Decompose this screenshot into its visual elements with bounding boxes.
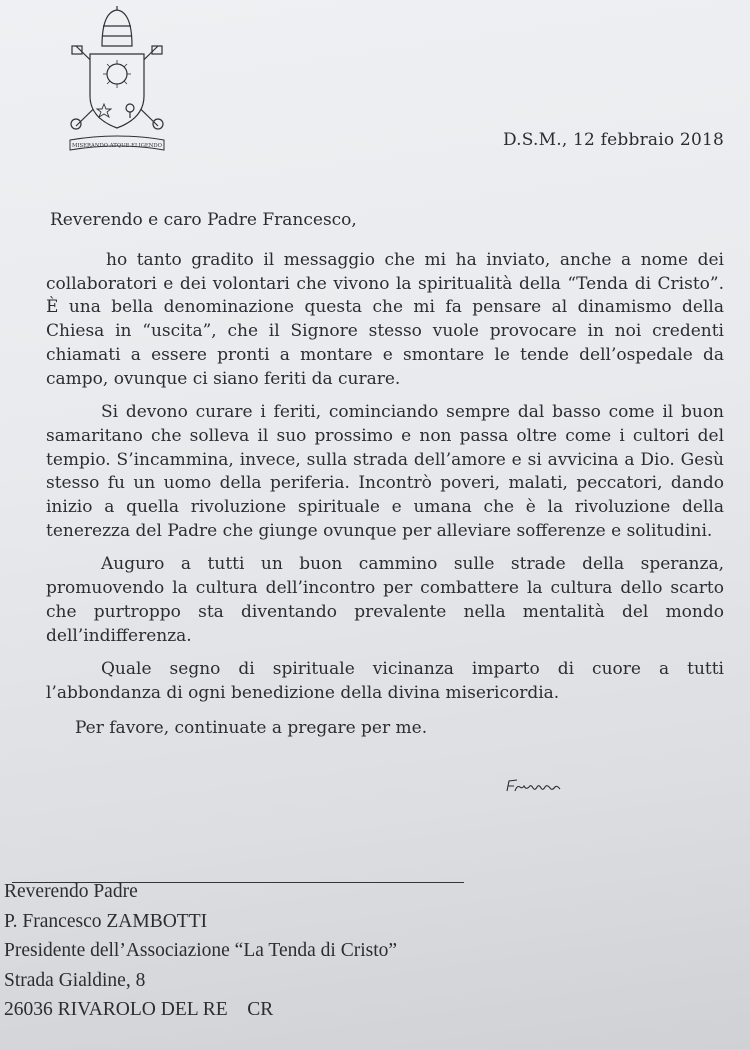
letter-body	[46, 249, 724, 716]
letter-date: D.S.M., 12 febbraio 2018	[502, 130, 724, 150]
paragraph-2: Si devono curare i feriti, cominciando sempre dal basso come il buon samaritano che solleva il suo prossimo e non passa oltre come i cultori del tempio. S’incammina, invece, sulla strada dell’amore e si avvicina a Dio. Gesù stesso fu un uomo della periferia. Incontrò poveri, malati, peccatori, dando inizio a quella rivoluzione spirituale e umana che è la rivoluzione della tenerezza del Padre che giunge ovunque per alleviare sofferenze e solitudini.	[46, 402, 724, 541]
coat-of-arms-icon	[62, 6, 172, 156]
salutation: Reverendo e caro Padre Francesco,	[50, 210, 357, 230]
address-line-5: 26036 RIVAROLO DEL RE CR	[4, 999, 274, 1020]
signature-handwritten	[505, 777, 565, 797]
paragraph-4: Quale segno di spirituale vicinanza imparto di cuore a tutti l’abbondanza di ogni benedizione della divina misericordia.	[46, 659, 724, 703]
address-line-4: Strada Gialdine, 8	[4, 969, 146, 991]
paragraph-1: ho tanto gradito il messaggio che mi ha inviato, anche a nome dei collaboratori e dei volontari che vivono la spiritualità della “Tenda di Cristo”. È una bella denominazione questa che mi fa pensare al dinamismo della Chiesa in “uscita”, che il Signore stesso vuole provocare in noi credenti chiamati a essere pronti a montare e smontare le tende dell’ospedale da campo, ovunque ci siano feriti da curare.	[46, 250, 724, 389]
paragraph-3: Auguro a tutti un buon cammino sulle strade della speranza, promuovendo la cultura dell’incontro per combattere la cultura dello scarto che purtroppo sta diventando prevalente nella mentalità del mondo dell’indifferenza.	[46, 554, 724, 646]
address-line-1: Reverendo Padre	[4, 881, 138, 902]
recipient-address	[4, 877, 397, 1025]
motto-text: MISERANDO ATQUE ELIGENDO	[72, 143, 162, 149]
closing-line: Per favore, continuate a pregare per me.	[75, 718, 428, 738]
address-line-3: Presidente dell’Associazione “La Tenda di Cristo”	[4, 940, 398, 961]
address-line-2: P. Francesco ZAMBOTTI	[4, 910, 208, 932]
